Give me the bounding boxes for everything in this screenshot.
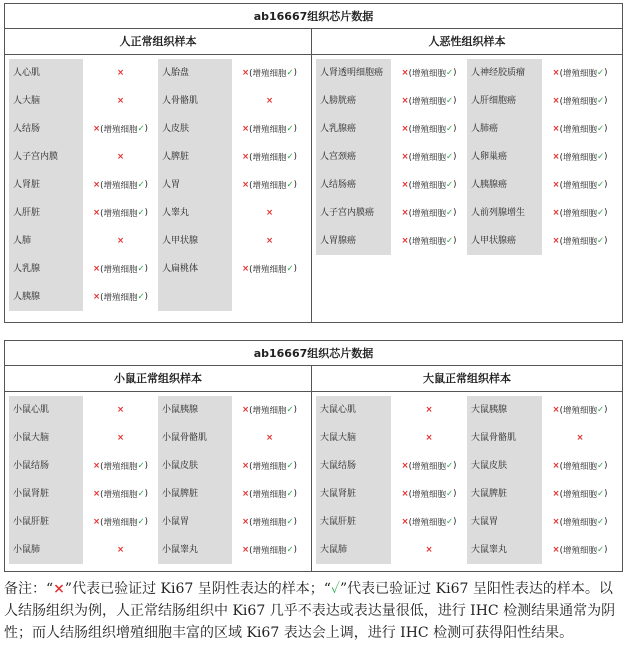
sample-name: 人子宫内膜癌	[316, 199, 391, 227]
table-row	[9, 452, 307, 480]
sample-name: 小鼠骨骼肌	[158, 424, 232, 452]
negative-mark-icon: ×	[93, 180, 101, 190]
sample-result: × (增殖细胞 ✓ )	[552, 124, 608, 135]
positive-check-icon: ✓	[446, 461, 454, 471]
negative-mark-icon: ×	[576, 433, 584, 443]
table-row	[316, 87, 618, 115]
negative-mark-icon: ×	[425, 405, 433, 415]
positive-check-icon: ✓	[446, 152, 454, 162]
sample-name: 人前列腺增生	[467, 199, 542, 227]
sample-result: × (增殖细胞 ✓ )	[401, 152, 457, 163]
negative-mark-icon: ×	[552, 489, 560, 499]
positive-check-icon: ✓	[137, 292, 145, 302]
table-row	[316, 227, 618, 255]
tissue-array-table-rodent	[4, 340, 623, 572]
positive-check-icon: ✓	[446, 68, 454, 78]
negative-mark-icon: ×	[242, 517, 250, 527]
negative-mark-icon: ×	[425, 433, 433, 443]
negative-mark-icon: ×	[242, 405, 250, 415]
sample-name: 大鼠大脑	[316, 424, 391, 452]
positive-check-icon: ✓	[597, 96, 605, 106]
negative-mark-icon: ×	[401, 208, 409, 218]
sample-result	[83, 396, 158, 424]
sample-name: 大鼠肝脏	[316, 508, 391, 536]
pane-title: 小鼠正常组织样本	[5, 366, 311, 392]
table-row	[9, 227, 307, 255]
negative-mark-icon: ×	[552, 545, 560, 555]
negative-mark-icon: ×	[93, 208, 101, 218]
sample-result: × (增殖细胞 ✓ )	[401, 180, 457, 191]
table-row	[316, 480, 618, 508]
sample-result	[542, 424, 618, 452]
negative-mark-icon: ×	[401, 236, 409, 246]
sample-name: 人肾透明细胞癌	[316, 59, 391, 87]
table-row	[316, 143, 618, 171]
sample-name: 人脾脏	[158, 143, 232, 171]
sample-name: 小鼠肺	[9, 536, 83, 564]
negative-mark-icon: ×	[401, 124, 409, 134]
positive-check-icon: ✓	[286, 545, 294, 555]
sample-name: 大鼠睾丸	[467, 536, 542, 564]
positive-check-icon: ✓	[286, 461, 294, 471]
table-row	[9, 283, 307, 311]
sample-name: 人大脑	[9, 87, 83, 115]
positive-check-icon: ✓	[137, 517, 145, 527]
positive-check-icon: ✓	[446, 236, 454, 246]
sample-result	[232, 87, 307, 115]
sample-result: × (增殖细胞 ✓ )	[552, 96, 608, 107]
sample-result	[83, 143, 158, 171]
table-row	[9, 508, 307, 536]
sample-name: 小鼠大脑	[9, 424, 83, 452]
sample-name: 小鼠心肌	[9, 396, 83, 424]
sample-result: × (增殖细胞 ✓ )	[401, 208, 457, 219]
sample-result: × (增殖细胞 ✓ )	[242, 517, 297, 528]
negative-mark-icon: ×	[265, 208, 274, 218]
sample-name: 小鼠胃	[158, 508, 232, 536]
positive-check-icon: ✓	[137, 461, 145, 471]
table-row	[316, 396, 618, 424]
sample-result: × (增殖细胞 ✓ )	[93, 208, 148, 219]
table-row	[9, 396, 307, 424]
table-row	[9, 424, 307, 452]
positive-check-icon: ✓	[446, 180, 454, 190]
table-row	[9, 536, 307, 564]
table-row	[316, 171, 618, 199]
sample-result: × (增殖细胞 ✓ )	[242, 68, 297, 79]
negative-mark-icon: ×	[552, 208, 560, 218]
sample-name: 人肝脏	[9, 199, 83, 227]
positive-check-icon: ✓	[137, 264, 145, 274]
sample-result	[232, 424, 307, 452]
sample-name: 大鼠脾脏	[467, 480, 542, 508]
sample-result: × (增殖细胞 ✓ )	[552, 489, 608, 500]
sample-grid	[316, 396, 618, 564]
sample-result	[83, 59, 158, 87]
negative-mark-icon: ×	[401, 517, 409, 527]
sample-name: 小鼠脾脏	[158, 480, 232, 508]
positive-check-icon: ✓	[286, 405, 294, 415]
table-row	[316, 536, 618, 564]
sample-name: 人卵巢癌	[467, 143, 542, 171]
sample-result: × (增殖细胞 ✓ )	[401, 489, 457, 500]
negative-mark-icon: ×	[552, 68, 560, 78]
positive-check-icon: ✓	[446, 489, 454, 499]
sample-result: × (增殖细胞 ✓ )	[552, 68, 608, 79]
negative-mark-icon: ×	[53, 581, 65, 597]
sample-name: 人乳腺癌	[316, 115, 391, 143]
negative-mark-icon: ×	[93, 489, 101, 499]
negative-mark-icon: ×	[116, 545, 125, 555]
sample-name: 人胃腺癌	[316, 227, 391, 255]
sample-name	[158, 283, 232, 311]
positive-check-icon: ✓	[597, 517, 605, 527]
negative-mark-icon: ×	[552, 405, 560, 415]
negative-mark-icon: ×	[242, 68, 250, 78]
positive-check-icon: ✓	[446, 124, 454, 134]
positive-check-icon: ✓	[137, 489, 145, 499]
sample-result: × (增殖细胞 ✓ )	[242, 264, 297, 275]
mouse-normal-pane	[5, 366, 312, 571]
sample-name: 小鼠胰腺	[158, 396, 232, 424]
negative-mark-icon: ×	[401, 180, 409, 190]
negative-mark-icon: ×	[265, 433, 274, 443]
positive-check-icon: ✓	[330, 581, 340, 597]
negative-mark-icon: ×	[552, 152, 560, 162]
table-row	[316, 59, 618, 87]
positive-check-icon: ✓	[137, 208, 145, 218]
positive-check-icon: ✓	[137, 180, 145, 190]
positive-check-icon: ✓	[446, 517, 454, 527]
negative-mark-icon: ×	[93, 292, 101, 302]
positive-check-icon: ✓	[286, 124, 294, 134]
negative-mark-icon: ×	[116, 433, 125, 443]
negative-mark-icon: ×	[242, 545, 250, 555]
sample-name: 小鼠肝脏	[9, 508, 83, 536]
positive-check-icon: ✓	[597, 180, 605, 190]
sample-result: × (增殖细胞 ✓ )	[242, 489, 297, 500]
pane-title: 人正常组织样本	[5, 29, 311, 55]
sample-name: 大鼠心肌	[316, 396, 391, 424]
sample-name: 大鼠胰腺	[467, 396, 542, 424]
positive-check-icon: ✓	[597, 152, 605, 162]
sample-result: × (增殖细胞 ✓ )	[242, 405, 297, 416]
sample-result: × (增殖细胞 ✓ )	[242, 545, 297, 556]
sample-result	[232, 227, 307, 255]
sample-result	[391, 536, 467, 564]
sample-result: × (增殖细胞 ✓ )	[93, 264, 148, 275]
sample-name: 人肺	[9, 227, 83, 255]
sample-result: × (增殖细胞 ✓ )	[93, 461, 148, 472]
negative-mark-icon: ×	[116, 405, 125, 415]
human-normal-pane	[5, 29, 312, 322]
sample-result: × (增殖细胞 ✓ )	[552, 236, 608, 247]
sample-result: × (增殖细胞 ✓ )	[552, 461, 608, 472]
negative-mark-icon: ×	[401, 489, 409, 499]
table-row	[9, 143, 307, 171]
negative-mark-icon: ×	[242, 489, 250, 499]
sample-name: 人胰腺	[9, 283, 83, 311]
sample-name: 大鼠肾脏	[316, 480, 391, 508]
table-row	[316, 508, 618, 536]
table-row	[9, 480, 307, 508]
positive-check-icon: ✓	[137, 124, 145, 134]
sample-result: × (增殖细胞 ✓ )	[552, 208, 608, 219]
negative-mark-icon: ×	[116, 236, 125, 246]
table-row	[316, 115, 618, 143]
sample-name: 大鼠骨骼肌	[467, 424, 542, 452]
sample-result: × (增殖细胞 ✓ )	[401, 236, 457, 247]
sample-result: × (增殖细胞 ✓ )	[93, 489, 148, 500]
sample-result: × (增殖细胞 ✓ )	[242, 461, 297, 472]
sample-result: × (增殖细胞 ✓ )	[93, 292, 148, 303]
negative-mark-icon: ×	[552, 517, 560, 527]
sample-name: 人皮肤	[158, 115, 232, 143]
positive-check-icon: ✓	[597, 208, 605, 218]
sample-result: × (增殖细胞 ✓ )	[552, 405, 608, 416]
sample-result: × (增殖细胞 ✓ )	[401, 68, 457, 79]
sample-name: 人甲状腺	[158, 227, 232, 255]
sample-grid	[9, 59, 307, 311]
negative-mark-icon: ×	[401, 152, 409, 162]
table-row	[316, 424, 618, 452]
negative-mark-icon: ×	[93, 264, 101, 274]
sample-result	[83, 227, 158, 255]
sample-result: × (增殖细胞 ✓ )	[93, 124, 148, 135]
sample-result: × (增殖细胞 ✓ )	[552, 545, 608, 556]
table-row	[9, 255, 307, 283]
table-row	[9, 115, 307, 143]
sample-name: 小鼠睾丸	[158, 536, 232, 564]
sample-name: 人扁桃体	[158, 255, 232, 283]
sample-result: × (增殖细胞 ✓ )	[93, 517, 148, 528]
sample-result: × (增殖细胞 ✓ )	[242, 180, 297, 191]
negative-mark-icon: ×	[93, 517, 101, 527]
table-title: ab16667组织芯片数据	[5, 341, 622, 366]
sample-result	[232, 283, 307, 311]
sample-name: 人宫颈癌	[316, 143, 391, 171]
sample-name: 人结肠癌	[316, 171, 391, 199]
positive-check-icon: ✓	[446, 96, 454, 106]
sample-name: 人胰腺癌	[467, 171, 542, 199]
negative-mark-icon: ×	[401, 68, 409, 78]
negative-mark-icon: ×	[242, 152, 250, 162]
sample-result	[391, 424, 467, 452]
positive-check-icon: ✓	[286, 264, 294, 274]
negative-mark-icon: ×	[552, 180, 560, 190]
sample-name: 小鼠皮肤	[158, 452, 232, 480]
sample-name: 小鼠肾脏	[9, 480, 83, 508]
sample-name: 大鼠皮肤	[467, 452, 542, 480]
sample-result: × (增殖细胞 ✓ )	[401, 461, 457, 472]
sample-result: × (增殖细胞 ✓ )	[401, 96, 457, 107]
negative-mark-icon: ×	[116, 152, 125, 162]
positive-check-icon: ✓	[597, 461, 605, 471]
footnote: 备注：“×”代表已验证过 Ki67 呈阴性表达的样本；“✓”代表已验证过 Ki67 呈阳性表达的样本。以人结肠组织为例，人正常结肠组织中 Ki67 几乎不表达或表达量很低，进行 IHC 检测结果通常为阴性；而人结肠组织增殖细胞丰富的区域 Ki67 表达会上调，进行 IHC 检测可获得阳性结果。	[4, 581, 616, 641]
sample-name: 人胎盘	[158, 59, 232, 87]
table-row	[316, 452, 618, 480]
negative-mark-icon: ×	[93, 124, 101, 134]
sample-result	[232, 199, 307, 227]
sample-name: 大鼠结肠	[316, 452, 391, 480]
negative-mark-icon: ×	[552, 96, 560, 106]
positive-check-icon: ✓	[286, 517, 294, 527]
positive-check-icon: ✓	[286, 180, 294, 190]
negative-mark-icon: ×	[242, 461, 250, 471]
negative-mark-icon: ×	[93, 461, 101, 471]
sample-grid	[9, 396, 307, 564]
sample-name: 大鼠胃	[467, 508, 542, 536]
sample-name: 人骨骼肌	[158, 87, 232, 115]
sample-result: × (增殖细胞 ✓ )	[242, 152, 297, 163]
negative-mark-icon: ×	[265, 236, 274, 246]
sample-name: 人膀胱癌	[316, 87, 391, 115]
sample-result: × (增殖细胞 ✓ )	[552, 152, 608, 163]
positive-check-icon: ✓	[597, 236, 605, 246]
sample-name: 人肺癌	[467, 115, 542, 143]
negative-mark-icon: ×	[242, 264, 250, 274]
sample-name: 人肾脏	[9, 171, 83, 199]
sample-name: 大鼠肺	[316, 536, 391, 564]
rat-normal-pane	[312, 366, 622, 571]
sample-result	[83, 536, 158, 564]
pane-title: 人恶性组织样本	[312, 29, 622, 55]
sample-result: × (增殖细胞 ✓ )	[552, 517, 608, 528]
sample-name: 人肝细胞癌	[467, 87, 542, 115]
sample-grid	[316, 59, 618, 255]
sample-name: 人心肌	[9, 59, 83, 87]
positive-check-icon: ✓	[286, 152, 294, 162]
sample-name: 人睾丸	[158, 199, 232, 227]
positive-check-icon: ✓	[597, 545, 605, 555]
sample-result: × (增殖细胞 ✓ )	[401, 517, 457, 528]
positive-check-icon: ✓	[286, 489, 294, 499]
table-title: ab16667组织芯片数据	[5, 4, 622, 29]
sample-name: 人甲状腺癌	[467, 227, 542, 255]
positive-check-icon: ✓	[446, 208, 454, 218]
table-row	[316, 199, 618, 227]
sample-result: × (增殖细胞 ✓ )	[242, 124, 297, 135]
sample-name: 人结肠	[9, 115, 83, 143]
table-row	[9, 59, 307, 87]
positive-check-icon: ✓	[597, 68, 605, 78]
table-row	[9, 199, 307, 227]
table-row	[9, 171, 307, 199]
negative-mark-icon: ×	[242, 180, 250, 190]
sample-name: 人乳腺	[9, 255, 83, 283]
sample-name: 人子宫内膜	[9, 143, 83, 171]
sample-result: × (增殖细胞 ✓ )	[552, 180, 608, 191]
sample-result	[83, 424, 158, 452]
positive-check-icon: ✓	[597, 124, 605, 134]
sample-name: 小鼠结肠	[9, 452, 83, 480]
table-row	[9, 87, 307, 115]
sample-result: × (增殖细胞 ✓ )	[401, 124, 457, 135]
negative-mark-icon: ×	[242, 124, 250, 134]
human-malignant-pane	[312, 29, 622, 322]
negative-mark-icon: ×	[401, 461, 409, 471]
sample-result	[391, 396, 467, 424]
negative-mark-icon: ×	[401, 96, 409, 106]
negative-mark-icon: ×	[552, 236, 560, 246]
negative-mark-icon: ×	[552, 461, 560, 471]
tissue-array-table-human	[4, 3, 623, 323]
negative-mark-icon: ×	[265, 96, 274, 106]
sample-result	[83, 87, 158, 115]
positive-check-icon: ✓	[597, 489, 605, 499]
positive-check-icon: ✓	[597, 405, 605, 415]
negative-mark-icon: ×	[116, 68, 125, 78]
pane-title: 大鼠正常组织样本	[312, 366, 622, 392]
positive-check-icon: ✓	[286, 68, 294, 78]
sample-name: 人神经胶质瘤	[467, 59, 542, 87]
negative-mark-icon: ×	[116, 96, 125, 106]
sample-name: 人胃	[158, 171, 232, 199]
negative-mark-icon: ×	[552, 124, 560, 134]
sample-result: × (增殖细胞 ✓ )	[93, 180, 148, 191]
negative-mark-icon: ×	[425, 545, 433, 555]
